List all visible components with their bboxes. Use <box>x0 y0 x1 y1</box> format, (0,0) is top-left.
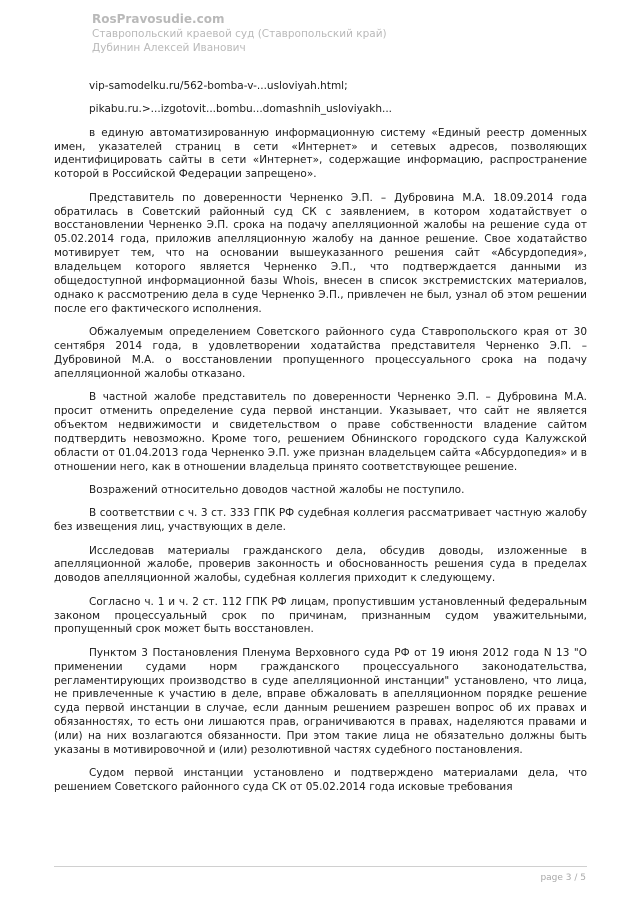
document-body <box>54 80 587 805</box>
paragraph-representative: Представитель по доверенности Черненко Э.П. – Дубровина М.А. 18.09.2014 года обратилась в Советский районный суд СК с заявлением, в котором ходатайствует о восстановлении Черненко Э.П. срока на подачу апелляционной жалобы на решение суда от 05.02.2014 года, приложив апелляционную жалобу на данное решение. Свое ходатайство мотивирует тем, что на основании вышеуказанного решения сайт «Абсурдопедия», владельцем которого является Черненко Э.П., что подтверждается данными из общедоступной информационной базы Whois, внесен в список экстремистских материалов, однако к рассмотрению дела в суде Черненко Э.П., привлечен не был, узнал об этом решении после его фактического исполнения. <box>54 191 587 315</box>
page-header <box>92 12 592 55</box>
court-name: Ставропольский краевой суд (Ставропольский край) <box>92 28 387 40</box>
paragraph-ruling: Обжалуемым определением Советского районного суда Ставропольского края от 30 сентября 2014 года, в удовлетворении ходатайства представителя Черненко Э.П. – Дубровиной М.А. о восстановлении пропущенного процессуального срока на подачу апелляционной жалобы отказано. <box>54 326 587 380</box>
paragraph-article-112: Согласно ч. 1 и ч. 2 ст. 112 ГПК РФ лицам, пропустившим установленный федеральным законом процессуальный срок по причинам, признанным судом уважительными, пропущенный срок может быть восстановлен. <box>54 595 587 636</box>
paragraph-first-instance: Судом первой инстанции установлено и подтверждено материалами дела, что решением Советского районного суда СК от 05.02.2014 года исковые требования <box>54 767 587 794</box>
footer-divider <box>54 866 587 867</box>
paragraph-url-1: vip-samodelku.ru/562-bomba-v-...usloviyah.html; <box>89 80 348 92</box>
paragraph-examination: Исследовав материалы гражданского дела, обсудив доводы, изложенные в апелляционной жалобе, проверив законность и обоснованность решения суда в пределах доводов апелляционной жалобы, судебная коллегия приходит к следующему. <box>54 544 587 585</box>
paragraph-plenum-resolution: Пунктом 3 Постановления Пленума Верховного суда РФ от 19 июня 2012 года N 13 "О применении судами норм гражданского процессуального законодательства, регламентирующих производство в суде апелляционной инстанции" установлено, что лица, не привлеченные к участию в деле, вправе обжаловать в апелляционном порядке решение суда первой инстанции в случае, если данным решением разрешен вопрос об их правах и обязанностях, то есть они лишаются прав, ограничиваются в правах, наделяются правами и (или) на них возлагаются обязанности. При этом такие лица не обязательно должны быть указаны в мотивировочной и (или) резолютивной частях судебного постановления. <box>54 646 587 757</box>
site-name: RosPravosudie.com <box>92 12 225 26</box>
paragraph-article-333: В соответствии с ч. 3 ст. 333 ГПК РФ судебная коллегия рассматривает частную жалобу без извещения лиц, участвующих в деле. <box>54 507 587 534</box>
judge-name: Дубинин Алексей Иванович <box>92 42 246 54</box>
paragraph-no-objections: Возражений относительно доводов частной жалобы не поступило. <box>89 484 465 496</box>
paragraph-private-complaint: В частной жалобе представитель по доверенности Черненко Э.П. – Дубровина М.А. просит отменить определение суда первой инстанции. Указывает, что сайт не является объектом недвижимости и свидетельством о праве собственности владение сайтом подтвердить невозможно. Кроме того, решением Обнинского городского суда Калужской области от 01.04.2013 года Черненко Э.П. уже признан владельцем сайта «Абсурдопедия» и в отношении него, как в отношении владельца принято соответствующее решение. <box>54 391 587 473</box>
paragraph-registry: в единую автоматизированную информационную систему «Единый реестр доменных имен, указателей страниц в сети «Интернет» и сетевых адресов, позволяющих идентифицировать сайты в сети «Интернет», содержащие информацию, распространение которой в Российской Федерации запрещено». <box>54 126 587 181</box>
paragraph-url-2: pikabu.ru.>...izgotovit...bombu...domashnih_usloviyakh... <box>89 103 393 116</box>
page-number: page 3 / 5 <box>540 873 586 883</box>
